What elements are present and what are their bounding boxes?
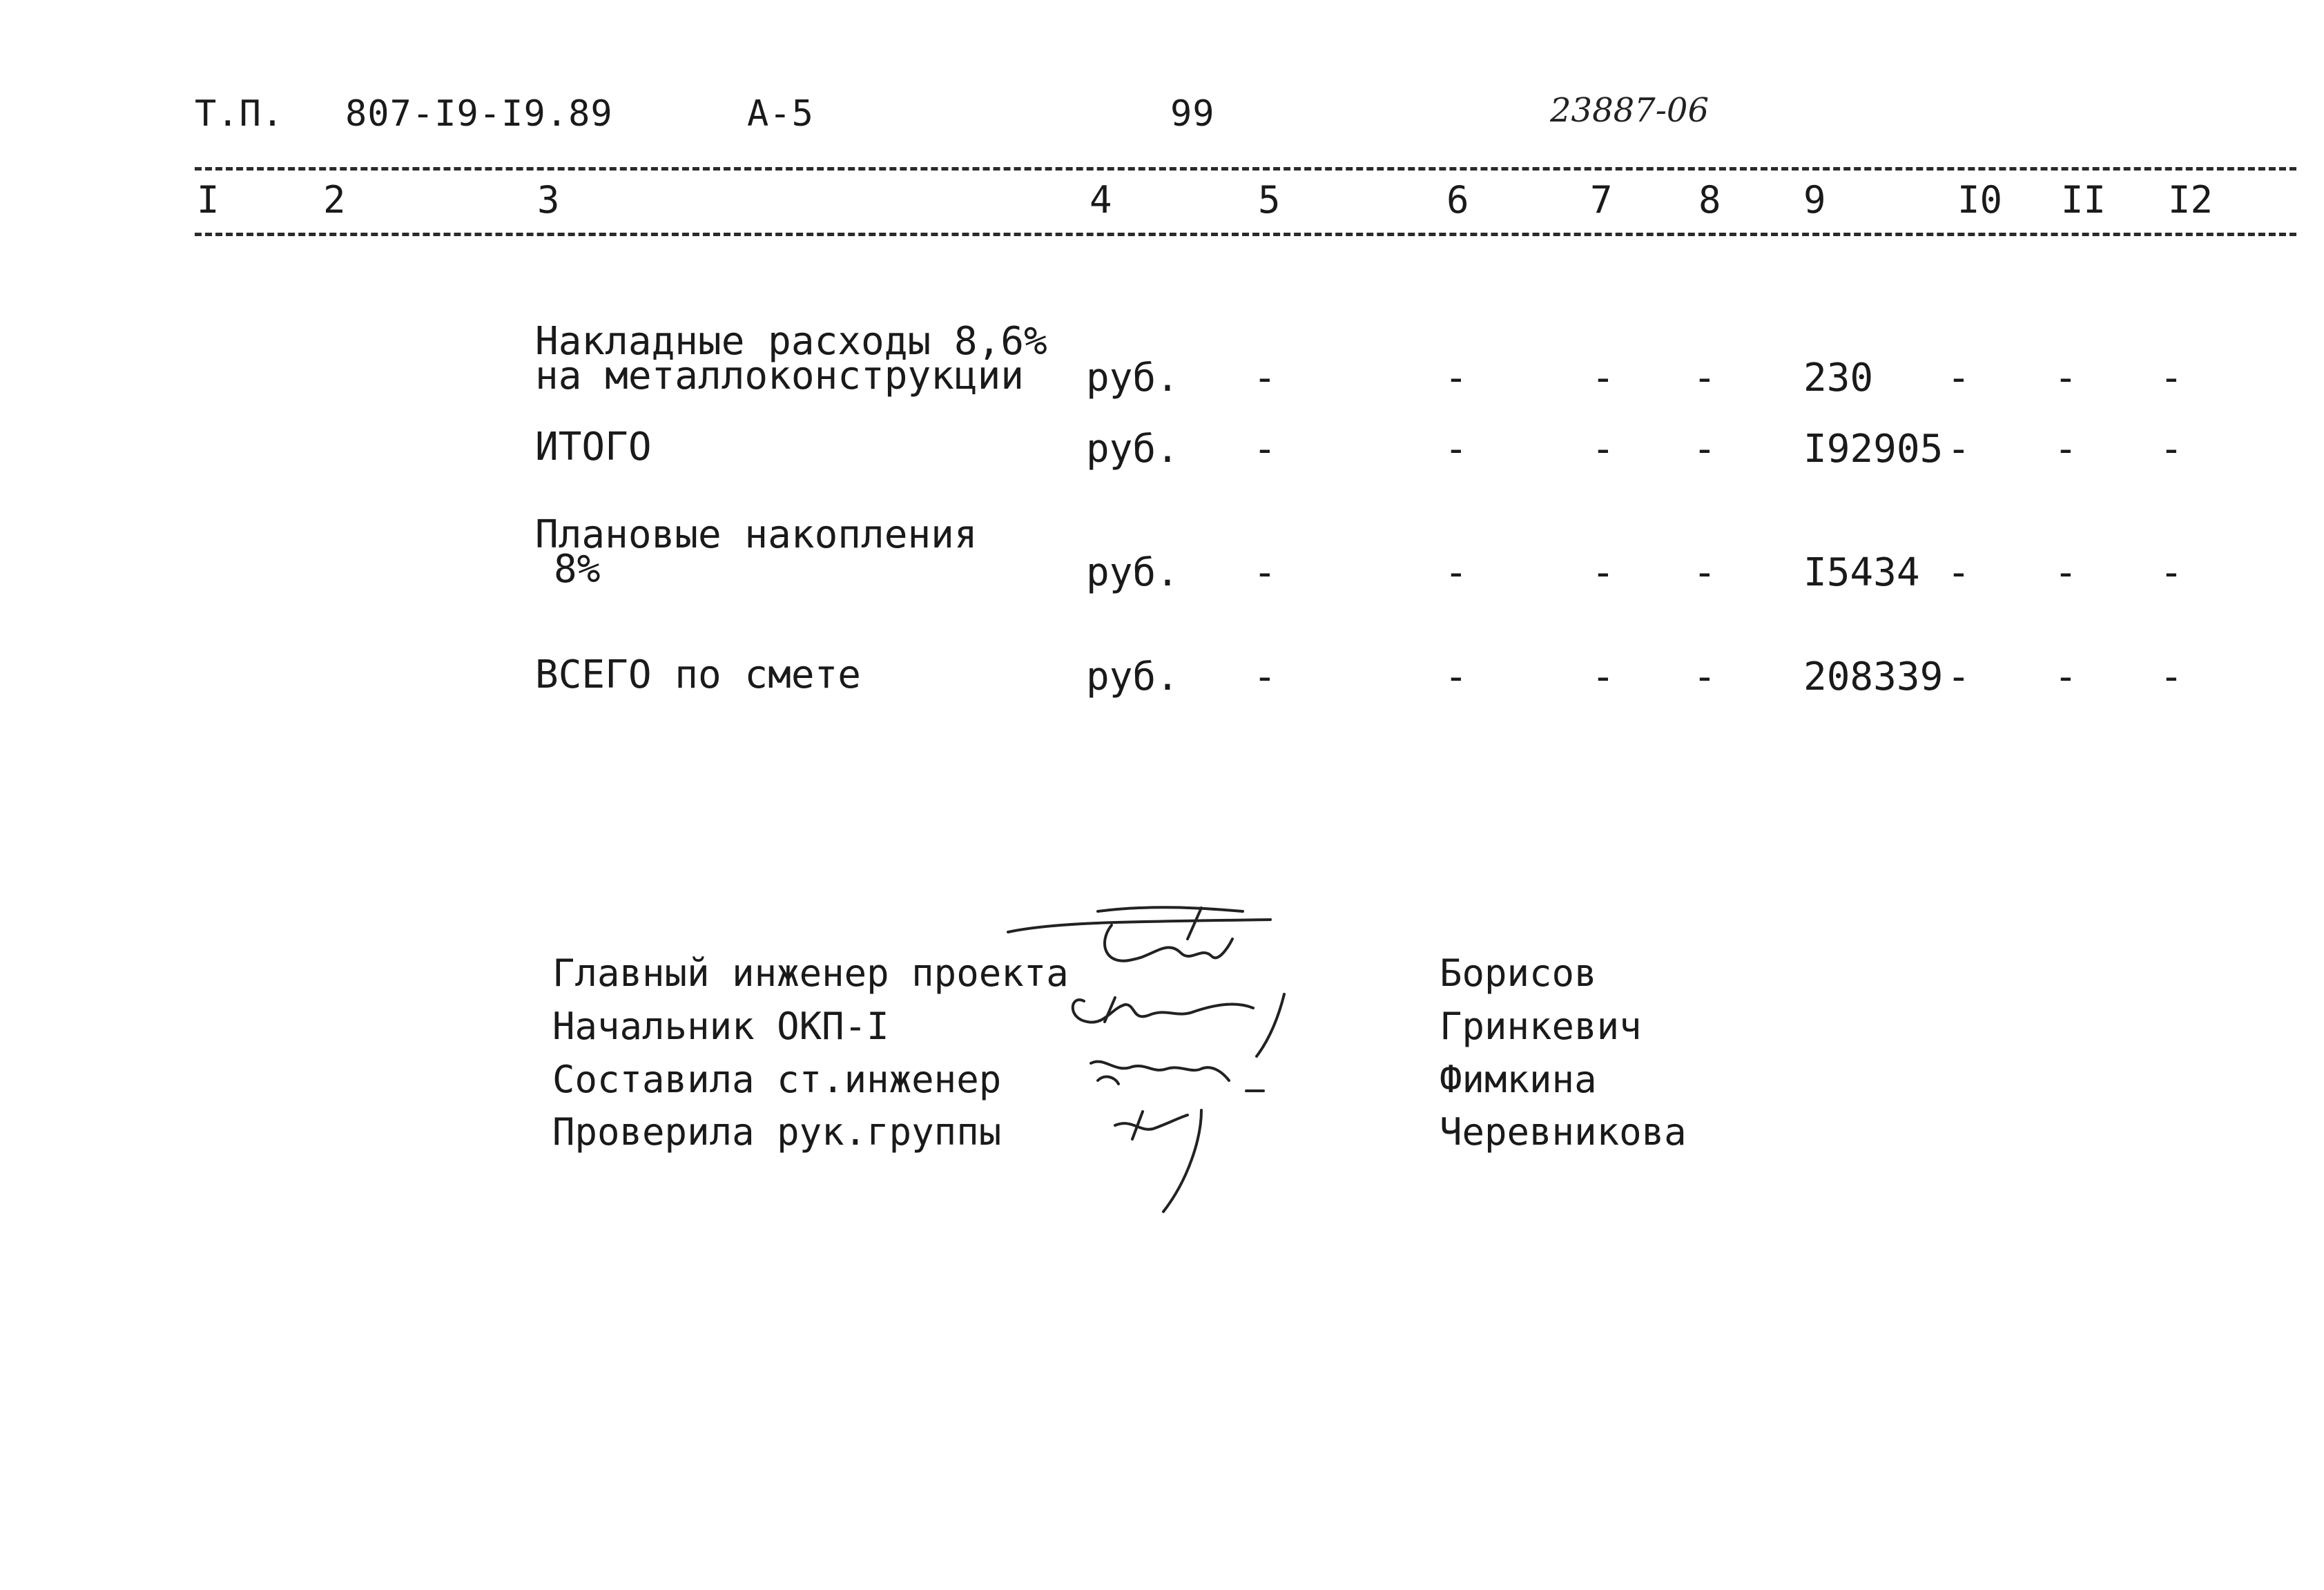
cell-col12: - [2160,356,2183,400]
cell-col9: I5434 [1803,550,1920,595]
signature-role: Главный инженер проекта [552,951,1069,995]
signature-role: Составила ст.инженер [552,1058,1002,1101]
header-rule-bottom [195,233,2296,236]
cell-col5: - [1253,427,1277,472]
cell-col7: - [1591,550,1615,595]
signature-name: Борисов [1440,951,1597,995]
row-name-line1: ВСЕГО по смете [535,652,862,697]
cell-col8: - [1693,655,1716,699]
header-rule-top [195,167,2296,171]
album-code: А-5 [747,93,814,135]
handwritten-signatures [994,891,1353,1236]
row-unit: руб. [1086,550,1179,595]
cell-col7: - [1591,356,1615,400]
column-number: 6 [1446,178,1469,222]
cell-col6: - [1444,427,1468,472]
cell-col6: - [1444,356,1468,400]
column-number: I [197,178,220,222]
cell-col11: - [2054,655,2078,699]
row-name-line1: ИТОГО [535,425,652,469]
column-number: 7 [1590,178,1613,222]
column-number: I2 [2168,178,2214,222]
cell-col5: - [1253,356,1277,400]
cell-col5: - [1253,550,1277,595]
cell-col8: - [1693,427,1716,472]
page-number: 99 [1170,93,1215,135]
row-unit: руб. [1086,427,1179,472]
cell-col12: - [2160,655,2183,699]
inventory-number: 23887-06 [1550,91,1709,130]
cell-col6: - [1444,655,1468,699]
signature-name: Фимкина [1440,1058,1597,1101]
tp-label: Т.П. [195,93,284,135]
cell-col11: - [2054,550,2078,595]
row-unit: руб. [1086,356,1179,400]
column-number: 8 [1698,178,1721,222]
column-number: 9 [1803,178,1826,222]
column-number: 3 [537,178,560,222]
cell-col12: - [2160,427,2183,472]
column-number: 5 [1258,178,1281,222]
cell-col10: - [1947,427,1970,472]
signature-name: Черевникова [1440,1110,1687,1154]
column-number: II [2061,178,2107,222]
column-number: 4 [1090,178,1112,222]
signature-role: Проверила рук.группы [552,1110,1002,1154]
cell-col5: - [1253,655,1277,699]
cell-col9: I92905 [1803,427,1944,472]
cell-col11: - [2054,427,2078,472]
row-name-line1: Плановые накопления [535,512,978,557]
project-code: 807-I9-I9.89 [345,93,613,135]
row-unit: руб. [1086,655,1179,699]
column-number: 2 [323,178,346,222]
cell-col7: - [1591,655,1615,699]
column-number: I0 [1957,178,2003,222]
cell-col6: - [1444,550,1468,595]
cell-col9: 208339 [1803,655,1944,699]
cell-col10: - [1947,655,1970,699]
cell-col10: - [1947,550,1970,595]
cell-col8: - [1693,356,1716,400]
row-name-line1: Накладные расходы 8,6% [535,319,1047,364]
row-name-line2: на металлоконструкции [535,353,1025,398]
cell-col10: - [1947,356,1970,400]
signature-name: Гринкевич [1440,1005,1642,1048]
cell-col7: - [1591,427,1615,472]
cell-col11: - [2054,356,2078,400]
signature-role: Начальник ОКП-I [552,1005,889,1048]
cell-col8: - [1693,550,1716,595]
row-name-line2: 8% [554,547,601,592]
cell-col12: - [2160,550,2183,595]
cell-col9: 230 [1803,356,1874,400]
